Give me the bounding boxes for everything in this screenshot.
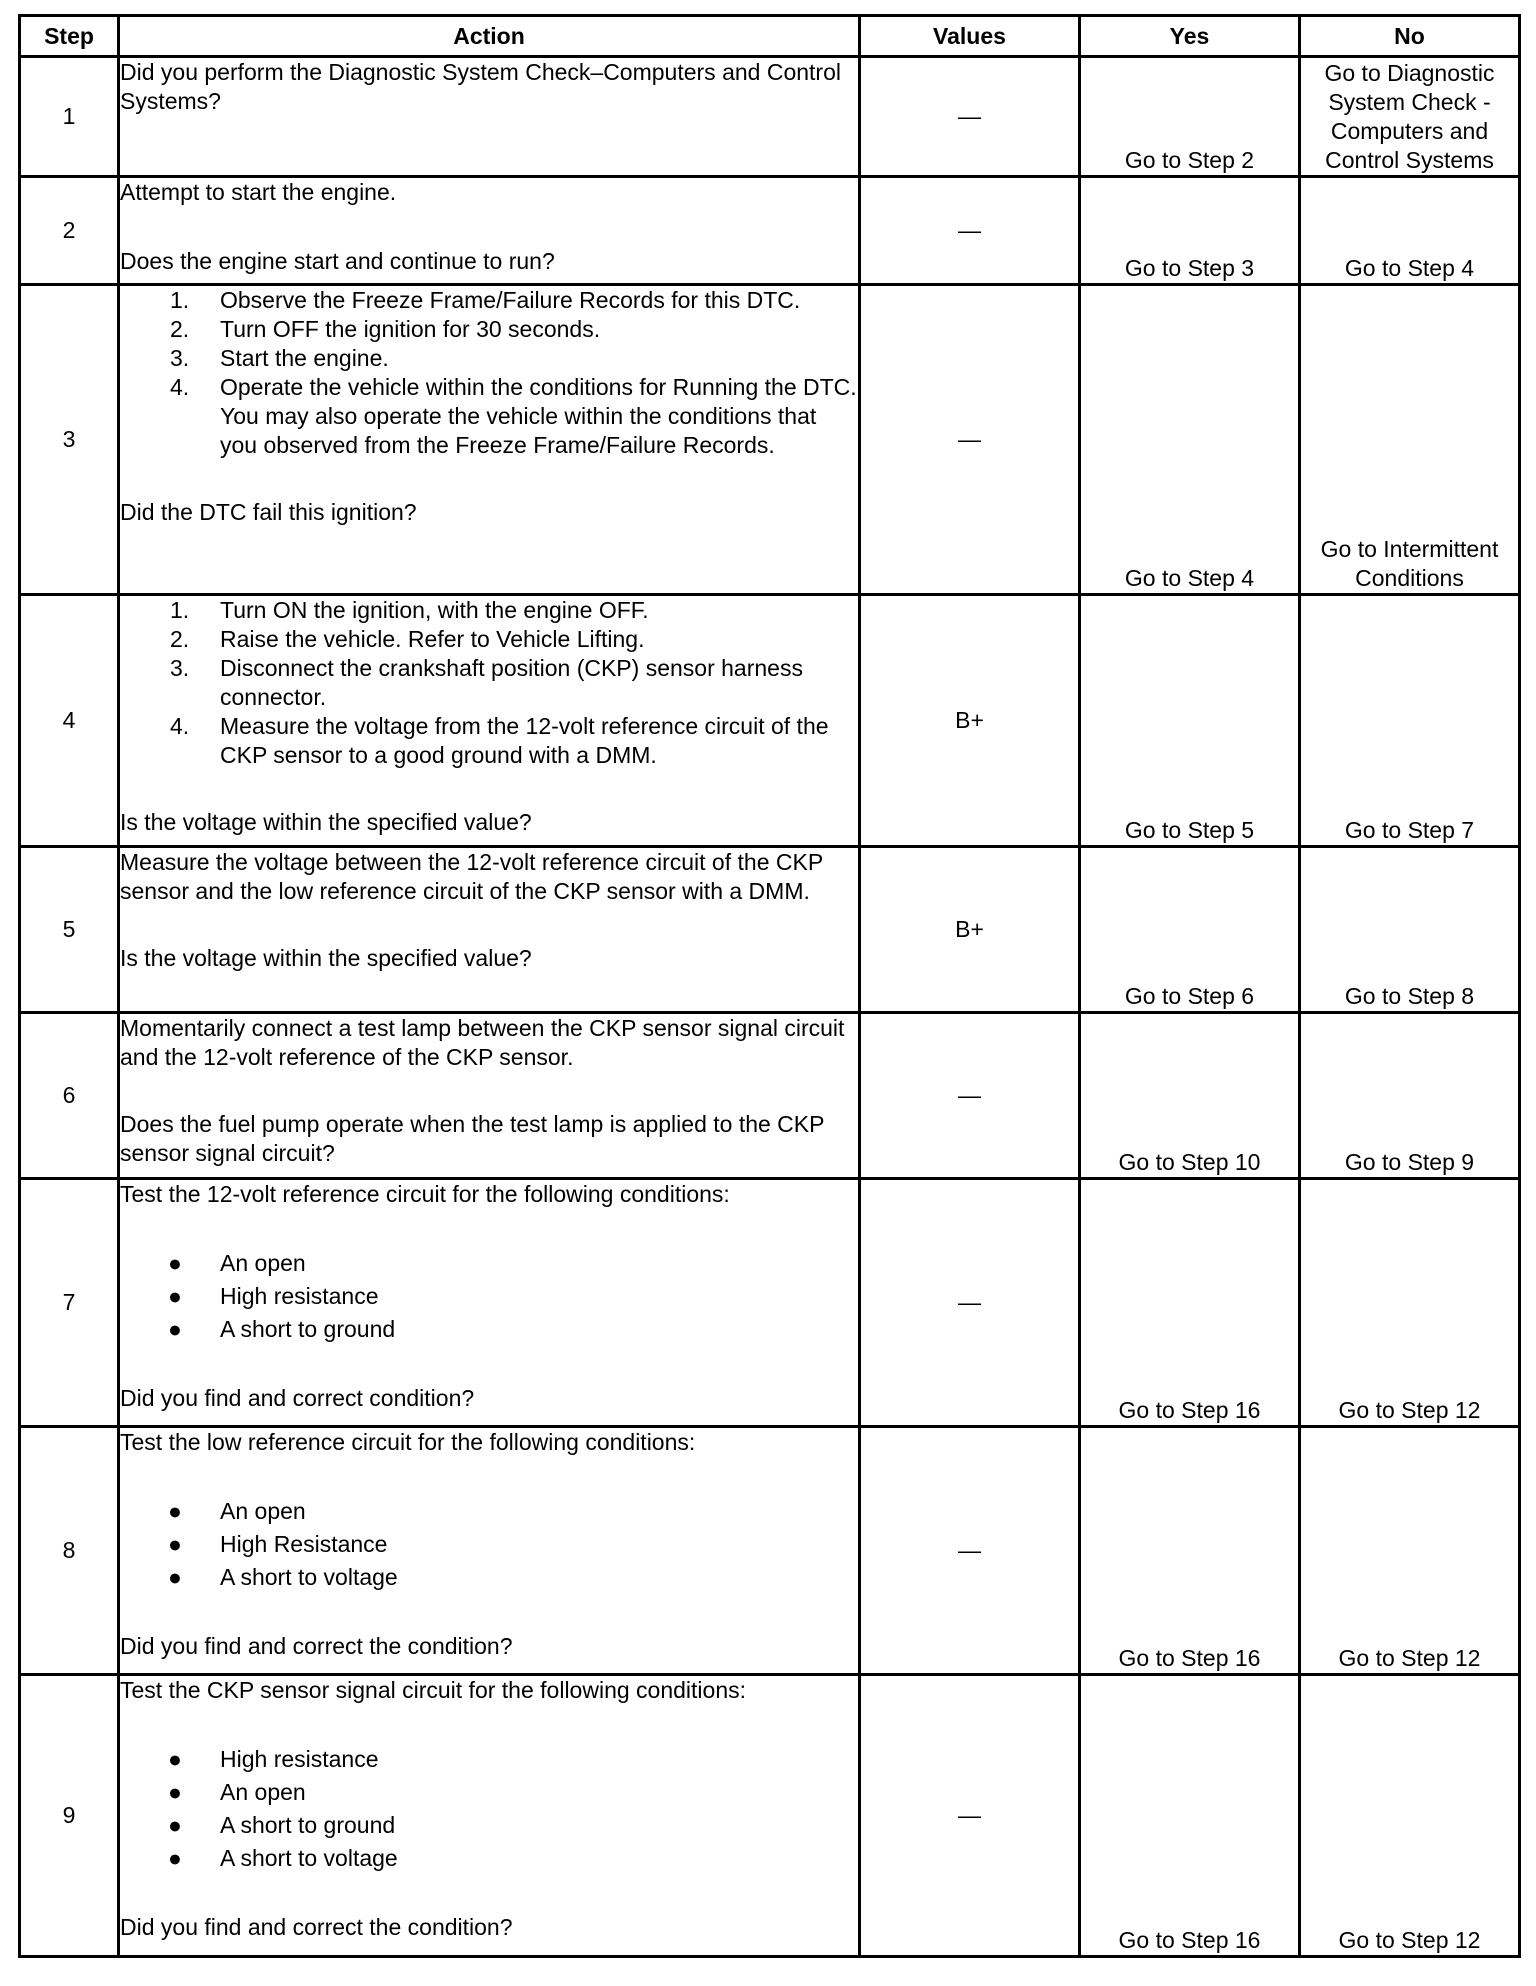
no-cell: Go to Step 8 xyxy=(1300,847,1520,1013)
step-number: 8 xyxy=(20,1427,119,1675)
list-item: ● An open xyxy=(168,1250,306,1276)
step-number: 1 xyxy=(20,57,119,177)
step-number: 6 xyxy=(20,1013,119,1179)
value-cell: B+ xyxy=(860,847,1080,1013)
list-item: 1. Observe the Freeze Frame/Failure Records for this DTC. xyxy=(170,287,801,313)
header-yes: Yes xyxy=(1080,16,1300,57)
step-number: 4 xyxy=(20,595,119,847)
list-item: ● An open xyxy=(168,1779,306,1805)
value-cell: — xyxy=(860,57,1080,177)
value-cell: B+ xyxy=(860,595,1080,847)
no-cell xyxy=(1300,57,1520,177)
action-cell xyxy=(119,1179,860,1427)
action-cell xyxy=(119,1427,860,1675)
yes-cell: Go to Step 16 xyxy=(1080,1427,1300,1675)
list-item: 2. Turn OFF the ignition for 30 seconds. xyxy=(170,316,601,342)
step-number: 9 xyxy=(20,1675,119,1957)
no-line: Go to Diagnostic xyxy=(1324,60,1495,86)
no-cell: Go to Step 9 xyxy=(1300,1013,1520,1179)
header-step: Step xyxy=(20,16,119,57)
numbered-list xyxy=(120,596,858,770)
table-row xyxy=(20,177,1520,285)
action-text: Test the CKP sensor signal circuit for the following conditions: xyxy=(120,1677,746,1703)
list-item: 1. Turn ON the ignition, with the engine OFF. xyxy=(170,597,649,623)
header-no: No xyxy=(1300,16,1520,57)
action-cell xyxy=(119,1675,860,1957)
table-row xyxy=(20,1013,1520,1179)
list-item: ● A short to ground xyxy=(168,1316,396,1342)
table-row xyxy=(20,847,1520,1013)
action-question: Did you find and correct condition? xyxy=(120,1385,475,1411)
diagnostic-table xyxy=(18,14,1521,1958)
numbered-list xyxy=(120,286,858,460)
bullet-list xyxy=(120,1495,858,1594)
step-number: 7 xyxy=(20,1179,119,1427)
action-text: Test the low reference circuit for the following conditions: xyxy=(120,1429,696,1455)
action-text: Measure the voltage between the 12-volt reference circuit of the CKP sensor and the low reference circuit of the CKP sensor with a DMM. xyxy=(120,849,823,904)
table-row xyxy=(20,57,1520,177)
action-cell xyxy=(119,285,860,595)
header-row xyxy=(20,16,1520,57)
no-cell: Go to Step 12 xyxy=(1300,1675,1520,1957)
action-text: Did you perform the Diagnostic System Check–Computers and Control Systems? xyxy=(120,59,841,114)
table-row xyxy=(20,285,1520,595)
list-item: ● A short to ground xyxy=(168,1812,396,1838)
no-line: System Check - xyxy=(1328,89,1491,115)
no-line: Go to Intermittent xyxy=(1320,536,1499,562)
action-cell xyxy=(119,847,860,1013)
value-cell: — xyxy=(860,177,1080,285)
step-number: 2 xyxy=(20,177,119,285)
value-cell: — xyxy=(860,1675,1080,1957)
bullet-list xyxy=(120,1743,858,1875)
yes-cell: Go to Step 3 xyxy=(1080,177,1300,285)
list-item: 3. Disconnect the crankshaft position (CKP) sensor harness connector. xyxy=(170,655,803,710)
yes-cell: Go to Step 6 xyxy=(1080,847,1300,1013)
action-cell xyxy=(119,177,860,285)
action-question: Does the engine start and continue to run? xyxy=(120,248,555,274)
header-values: Values xyxy=(860,16,1080,57)
no-cell xyxy=(1300,285,1520,595)
action-text: Test the 12-volt reference circuit for the following conditions: xyxy=(120,1181,730,1207)
action-question: Did you find and correct the condition? xyxy=(120,1633,513,1659)
action-text: Momentarily connect a test lamp between the CKP sensor signal circuit and the 12-volt reference of the CKP sensor. xyxy=(120,1015,845,1070)
value-cell: — xyxy=(860,285,1080,595)
action-question: Did the DTC fail this ignition? xyxy=(120,499,417,525)
list-item: ● High resistance xyxy=(168,1283,379,1309)
value-cell: — xyxy=(860,1179,1080,1427)
list-item: 4. Measure the voltage from the 12-volt reference circuit of the CKP sensor to a good ground with a DMM. xyxy=(170,713,829,768)
yes-cell: Go to Step 16 xyxy=(1080,1675,1300,1957)
no-cell: Go to Step 7 xyxy=(1300,595,1520,847)
step-number: 3 xyxy=(20,285,119,595)
action-question: Is the voltage within the specified value? xyxy=(120,945,532,971)
action-question: Did you find and correct the condition? xyxy=(120,1914,513,1940)
list-item: 3. Start the engine. xyxy=(170,345,389,371)
no-line: Control Systems xyxy=(1325,147,1494,173)
no-line: Computers and xyxy=(1330,118,1489,144)
list-item: ● An open xyxy=(168,1498,306,1524)
value-cell: — xyxy=(860,1427,1080,1675)
list-item: 4. Operate the vehicle within the conditions for Running the DTC. You may also operate the vehicle within the conditions that you observed from the Freeze Frame/Failure Records. xyxy=(170,374,857,458)
list-item: 2. Raise the vehicle. Refer to Vehicle Lifting. xyxy=(170,626,645,652)
no-cell: Go to Step 12 xyxy=(1300,1179,1520,1427)
yes-cell: Go to Step 10 xyxy=(1080,1013,1300,1179)
action-cell xyxy=(119,57,860,177)
bullet-list xyxy=(120,1247,858,1346)
action-question: Is the voltage within the specified value? xyxy=(120,809,532,835)
yes-cell: Go to Step 16 xyxy=(1080,1179,1300,1427)
table-row xyxy=(20,595,1520,847)
action-text: Attempt to start the engine. xyxy=(120,179,397,205)
action-question: Does the fuel pump operate when the test lamp is applied to the CKP sensor signal circuit? xyxy=(120,1111,825,1166)
value-cell: — xyxy=(860,1013,1080,1179)
yes-cell: Go to Step 2 xyxy=(1080,57,1300,177)
no-cell: Go to Step 12 xyxy=(1300,1427,1520,1675)
action-cell xyxy=(119,1013,860,1179)
yes-cell: Go to Step 5 xyxy=(1080,595,1300,847)
header-action: Action xyxy=(119,16,860,57)
table-row xyxy=(20,1179,1520,1427)
step-number: 5 xyxy=(20,847,119,1013)
no-cell: Go to Step 4 xyxy=(1300,177,1520,285)
list-item: ● A short to voltage xyxy=(168,1845,398,1871)
list-item: ● High resistance xyxy=(168,1746,379,1772)
table-row xyxy=(20,1427,1520,1675)
yes-cell: Go to Step 4 xyxy=(1080,285,1300,595)
list-item: ● High Resistance xyxy=(168,1531,388,1557)
no-line: Conditions xyxy=(1355,565,1464,591)
list-item: ● A short to voltage xyxy=(168,1564,398,1590)
table-row xyxy=(20,1675,1520,1957)
action-cell xyxy=(119,595,860,847)
